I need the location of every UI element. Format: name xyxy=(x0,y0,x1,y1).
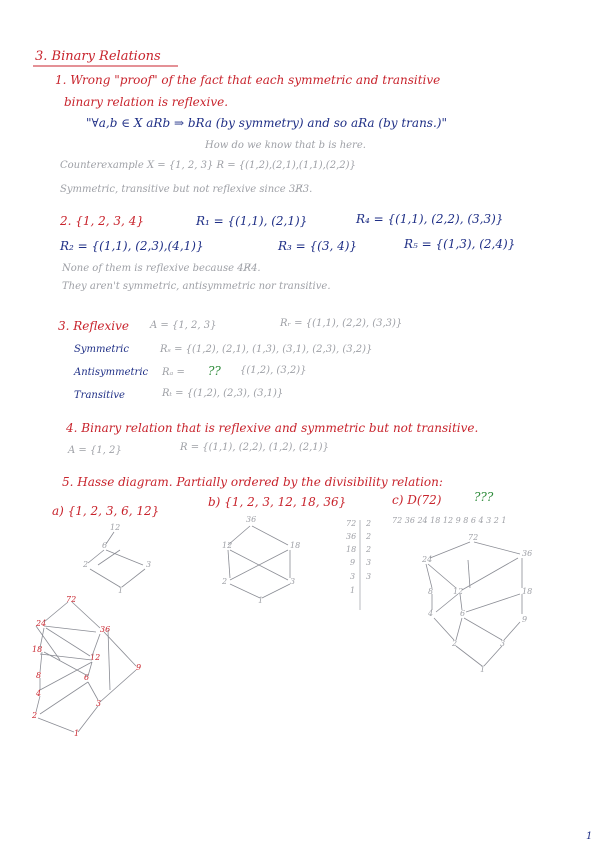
ha-1: 1 xyxy=(118,586,124,595)
hasse-diagram-d xyxy=(36,602,136,732)
p3-transitive: Transitive xyxy=(74,390,125,401)
hc-6: 6 xyxy=(460,609,466,618)
col-3: 3 xyxy=(350,572,356,581)
hd-9: 9 xyxy=(136,663,142,672)
p3-antisymmetric: Antisymmetric xyxy=(74,367,149,378)
p3-question: ?? xyxy=(208,364,221,378)
hasse-diagram-b xyxy=(228,526,290,598)
hd-72: 72 xyxy=(66,595,77,604)
hc-2: 2 xyxy=(452,639,458,648)
p2-grey2: They aren't symmetric, antisymmetric nor transitive. xyxy=(62,281,331,292)
p1-line3: "∀a,b ∈ X aRb ⇒ bRa (by symmetry) and so aRa (by trans.)" xyxy=(86,116,447,130)
hd-8: 8 xyxy=(36,671,42,680)
p5-c: c) D(72) xyxy=(392,493,442,507)
col2-3: 3 xyxy=(366,558,372,567)
p5-a: a) {1, 2, 3, 6, 12} xyxy=(52,504,160,518)
hasse-diagram-c xyxy=(426,542,522,666)
hc-12: 12 xyxy=(453,587,464,596)
ha-12: 12 xyxy=(110,523,121,532)
col-18: 18 xyxy=(346,545,357,554)
col-1: 1 xyxy=(350,586,356,595)
hb-3: 3 xyxy=(290,577,296,586)
ha-6: 6 xyxy=(102,541,108,550)
hc-18: 18 xyxy=(522,587,533,596)
p3-rs: Rₛ = {(1,2), (2,1), (1,3), (3,1), (2,3), (3,2)} xyxy=(160,344,373,355)
hd-12: 12 xyxy=(90,653,101,662)
hd-3: 3 xyxy=(96,699,102,708)
p2-line1: 2. {1, 2, 3, 4} xyxy=(60,214,144,228)
p1-line6: Symmetric, transitive but not reflexive since 3R̸3. xyxy=(60,184,313,195)
p1-line4: How do we know that b is here. xyxy=(205,140,366,151)
col2-2: 2 xyxy=(366,545,372,554)
col2-1: 2 xyxy=(366,532,372,541)
p4-line2: A = {1, 2} xyxy=(68,445,122,456)
hc-3: 3 xyxy=(500,639,506,648)
p2-r2: R₂ = {(1,1), (2,3),(4,1)} xyxy=(60,239,204,253)
hasse-diagram-a xyxy=(88,532,145,587)
p5-line1: 5. Hasse diagram. Partially ordered by the divisibility relation: xyxy=(62,475,443,489)
section-title: 3. Binary Relations xyxy=(35,49,161,64)
p3-rr: Rᵣ = {(1,1), (2,2), (3,3)} xyxy=(280,318,403,329)
p3-ra2: {(1,2), (3,2)} xyxy=(240,365,307,376)
hd-2: 2 xyxy=(32,711,38,720)
p2-grey1: None of them is reflexive because 4R̸4. xyxy=(62,263,261,274)
hc-1: 1 xyxy=(480,665,486,674)
hb-1: 1 xyxy=(258,596,264,605)
hb-18: 18 xyxy=(290,541,301,550)
hc-72: 72 xyxy=(468,533,479,542)
p5-divisor-list: 72 36 24 18 12 9 8 6 4 3 2 1 xyxy=(392,516,507,525)
p4-line1: 4. Binary relation that is reflexive and symmetric but not transitive. xyxy=(66,421,479,435)
p3-ra: Rₐ = xyxy=(162,367,185,378)
p1-line5: Counterexample X = {1, 2, 3} R = {(1,2),(2,1),(1,1),(2,2)} xyxy=(60,160,356,171)
hb-2: 2 xyxy=(222,577,228,586)
col-9: 9 xyxy=(350,558,356,567)
ha-2: 2 xyxy=(83,560,89,569)
hc-24: 24 xyxy=(422,555,433,564)
hc-4: 4 xyxy=(428,609,434,618)
ha-3: 3 xyxy=(146,560,152,569)
hb-12: 12 xyxy=(222,541,233,550)
hd-24: 24 xyxy=(36,619,47,628)
p1-line2: binary relation is reflexive. xyxy=(64,95,229,109)
p3-rt: Rₜ = {(1,2), (2,3), (3,1)} xyxy=(162,388,284,399)
p4-line3: R = {(1,1), (2,2), (1,2), (2,1)} xyxy=(180,442,329,453)
col-72: 72 xyxy=(346,519,357,528)
p3-symmetric: Symmetric xyxy=(74,344,129,355)
hd-36: 36 xyxy=(100,625,111,634)
col2-0: 2 xyxy=(366,519,372,528)
p5-question: ??? xyxy=(474,490,494,504)
p2-r4: R₄ = {(1,1), (2,2), (3,3)} xyxy=(356,212,504,226)
hd-18: 18 xyxy=(32,645,43,654)
p1-line1: 1. Wrong "proof" of the fact that each symmetric and transitive xyxy=(55,73,441,87)
p2-r1: R₁ = {(1,1), (2,1)} xyxy=(196,214,308,228)
page-number: 1 xyxy=(586,831,593,842)
p3-set-a: A = {1, 2, 3} xyxy=(150,320,217,331)
p2-r3: R₃ = {(3, 4)} xyxy=(278,239,358,253)
col2-4: 3 xyxy=(366,572,372,581)
hc-36: 36 xyxy=(522,549,533,558)
hc-8: 8 xyxy=(428,587,434,596)
hd-6: 6 xyxy=(84,673,90,682)
hc-9: 9 xyxy=(522,615,528,624)
hb-36: 36 xyxy=(246,515,257,524)
p5-b: b) {1, 2, 3, 12, 18, 36} xyxy=(208,495,347,509)
hd-4: 4 xyxy=(36,689,42,698)
p2-r5: R₅ = {(1,3), (2,4)} xyxy=(404,237,516,251)
hd-1: 1 xyxy=(74,729,80,738)
p3-line1: 3. Reflexive xyxy=(58,319,129,333)
col-36: 36 xyxy=(346,532,357,541)
